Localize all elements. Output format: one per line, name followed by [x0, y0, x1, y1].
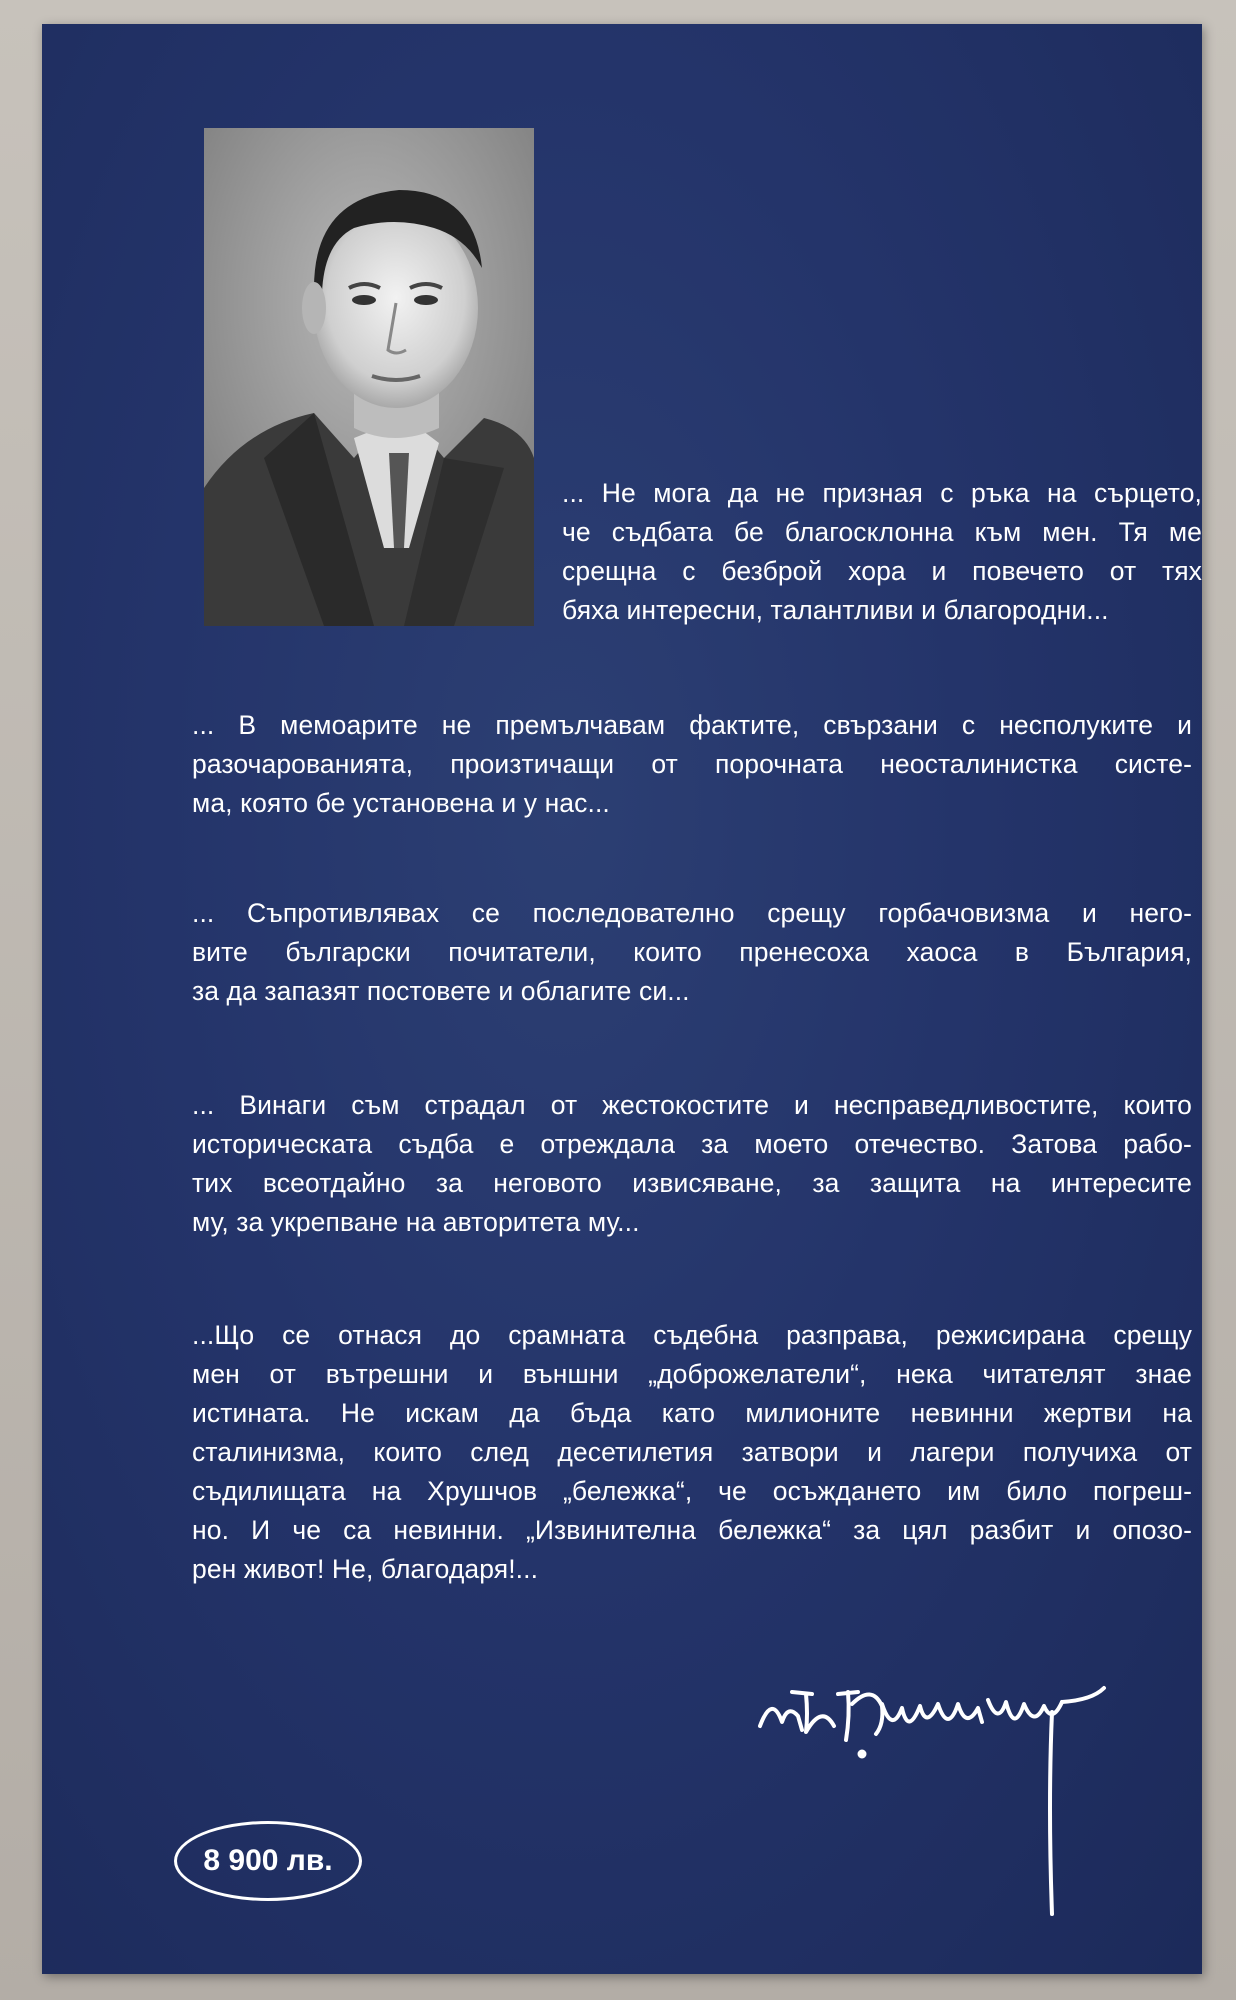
quote-paragraph-2	[192, 706, 1192, 823]
quote-line: истината. Не искам да бъда като милионите невинни жертви на	[192, 1398, 1192, 1428]
quote-paragraph-5	[192, 1316, 1192, 1589]
quote-line: му, за укрепване на авторитета му...	[192, 1207, 640, 1237]
price-badge: 8 900 лв.	[174, 1821, 362, 1901]
quote-line: ... В мемоарите не премълчавам фактите, свързани с несполуките и	[192, 710, 1192, 740]
quote-paragraph-1	[562, 474, 1202, 630]
quote-line: за да запазят постовете и облагите си...	[192, 976, 690, 1006]
quote-line: мен от вътрешни и външни „доброжелатели“, нека читателят знае	[192, 1359, 1192, 1389]
quote-line: историческата съдба е отреждала за моето отечество. Затова рабо-	[192, 1129, 1192, 1159]
quote-line: ... Винаги съм страдал от жестокостите и несправедливостите, които	[192, 1090, 1192, 1120]
quote-line: бяха интересни, талантливи и благородни...	[562, 595, 1109, 625]
quote-line: вите български почитатели, които пренесоха хаоса в България,	[192, 937, 1192, 967]
back-cover	[42, 24, 1202, 1974]
quote-paragraph-4	[192, 1086, 1192, 1242]
quote-line: ма, която бе установена и у нас...	[192, 788, 610, 818]
quote-line: ... Съпротивлявах се последователно срещу горбачовизма и него-	[192, 898, 1192, 928]
quote-line: тих всеотдайно за неговото извисяване, за защита на интересите	[192, 1168, 1192, 1198]
quote-line: ... Не мога да не призная с ръка на сърцето,	[562, 478, 1202, 508]
quote-line: рен живот! Не, благодаря!...	[192, 1554, 539, 1584]
quote-paragraph-3	[192, 894, 1192, 1011]
quote-line: съдилищата на Хрушчов „бележка“, че осъждането им било погреш-	[192, 1476, 1192, 1506]
quote-line: разочарованията, произтичащи от порочната неосталинистка систе-	[192, 749, 1192, 779]
quote-line: сталинизма, които след десетилетия затвори и лагери получиха от	[192, 1437, 1192, 1467]
quote-line: но. И че са невинни. „Извинителна бележка“ за цял разбит и опозо-	[192, 1515, 1192, 1545]
quote-line: ...Що се отнася до срамната съдебна разправа, режисирана срещу	[192, 1320, 1192, 1350]
author-signature	[752, 1664, 1152, 1944]
quote-line: срещна с безброй хора и повечето от тях	[562, 556, 1202, 586]
author-portrait-photo	[204, 128, 534, 626]
quote-line: че съдбата бе благосклонна към мен. Тя ме	[562, 517, 1202, 547]
